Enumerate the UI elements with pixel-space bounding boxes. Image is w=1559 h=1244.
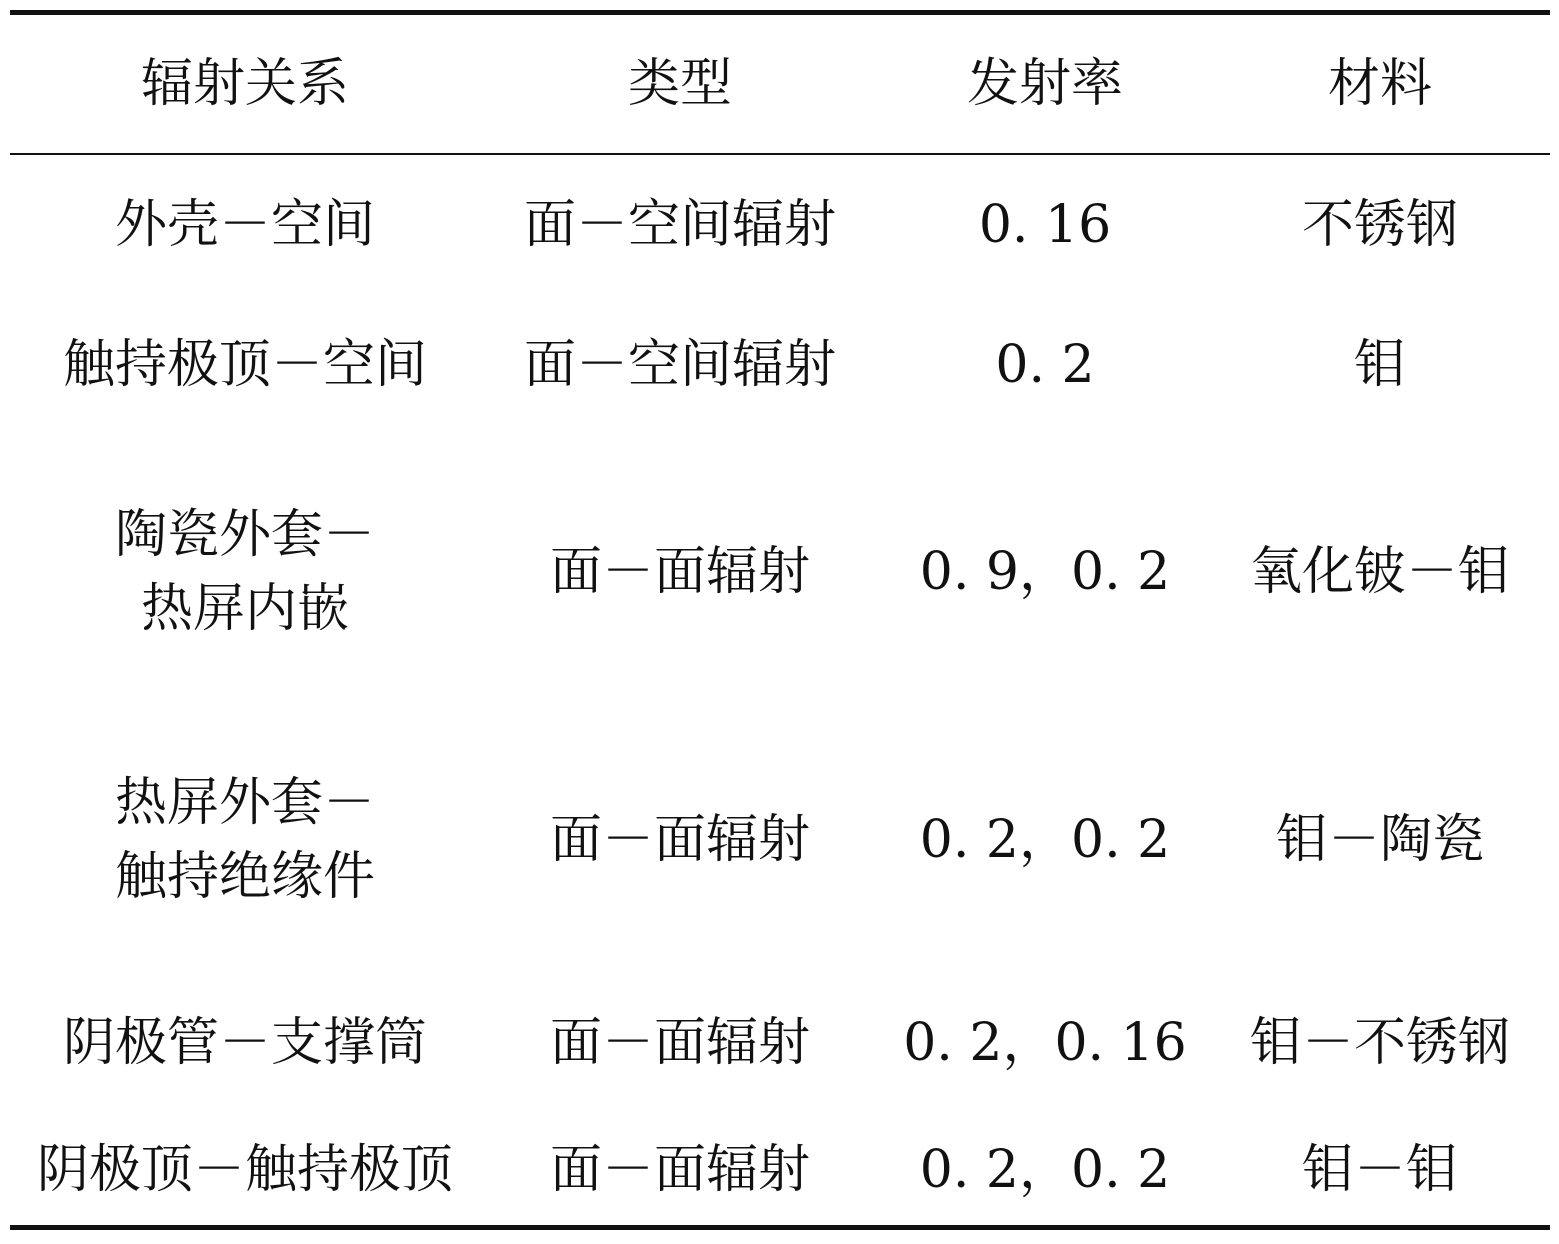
type-cell: 面－空间辐射: [523, 335, 836, 395]
relation-line: 外壳－空间: [114, 194, 375, 255]
relation-line: 热屏内嵌: [140, 578, 349, 639]
table-row: [10, 296, 1550, 434]
relation-line: 阴极顶－触持极顶: [36, 1140, 453, 1200]
type-cell: 面－面辐射: [549, 1140, 810, 1200]
type-cell: 面－面辐射: [549, 810, 810, 870]
emissivity-cell: 0. 2，0. 2: [919, 1140, 1171, 1200]
emissivity-cell: 0. 2: [995, 335, 1095, 395]
radiation-table: [10, 15, 1550, 1226]
emissivity-cell: 0. 16: [978, 194, 1112, 255]
type-cell: 面－空间辐射: [523, 194, 836, 255]
relation-cell: [10, 709, 480, 971]
emissivity-cell: 0. 2，0. 2: [919, 810, 1171, 870]
header-relation: 辐射关系: [140, 54, 349, 114]
material-cell: 不锈钢: [1301, 194, 1458, 255]
relation-line: 触持绝缘件: [114, 847, 375, 907]
relation-line: 陶瓷外套－: [114, 504, 375, 565]
header-material: 材料: [1327, 54, 1432, 114]
material-cell: 氧化铍－钼: [1249, 541, 1510, 602]
relation-line: 触持极顶－空间: [62, 335, 427, 395]
relation-cell: [10, 153, 480, 296]
table-row: [10, 153, 1550, 296]
material-cell: 钼－陶瓷: [1275, 810, 1484, 870]
relation-cell: [10, 971, 480, 1114]
header-emissivity: 发射率: [966, 54, 1123, 114]
emissivity-cell: 0. 9，0. 2: [919, 541, 1171, 602]
header-row: [10, 15, 1550, 153]
table-row: [10, 709, 1550, 971]
material-cell: 钼: [1353, 335, 1406, 395]
table-row: [10, 1114, 1550, 1226]
emissivity-cell: 0. 2，0. 16: [903, 1012, 1187, 1073]
type-cell: 面－面辐射: [549, 1012, 810, 1073]
relation-cell: [10, 296, 480, 434]
material-cell: 钼－不锈钢: [1249, 1012, 1510, 1073]
table-row: [10, 434, 1550, 709]
relation-cell: [10, 434, 480, 709]
relation-cell: [10, 1114, 480, 1226]
type-cell: 面－面辐射: [549, 541, 810, 602]
relation-line: 热屏外套－: [114, 773, 375, 833]
table-row: [10, 971, 1550, 1114]
material-cell: 钼－钼: [1301, 1140, 1458, 1200]
relation-line: 阴极管－支撑筒: [62, 1012, 427, 1073]
header-type: 类型: [627, 54, 732, 114]
